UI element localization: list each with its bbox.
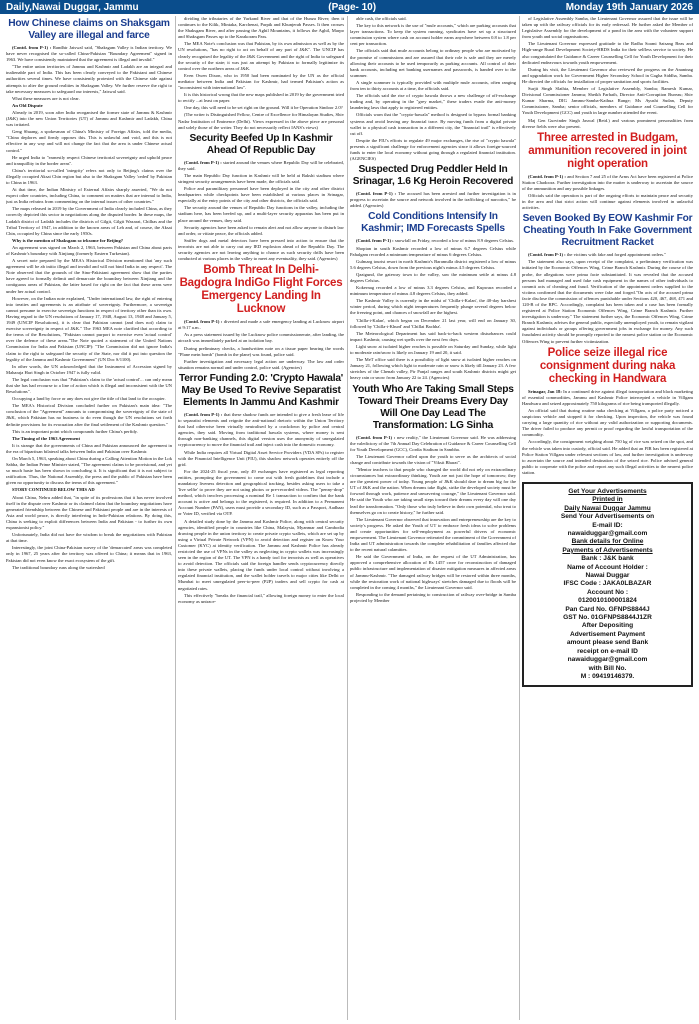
paragraph: Light snow at isolated higher reaches is possible on Saturday and Sunday, while light to moderate rain/snow is likely on January 19 and 20, it said. [350, 343, 516, 356]
column-1 [6, 16, 172, 1020]
article-terror-funding-cont [350, 16, 516, 162]
ad-email[interactable]: nawaiduggar@gmail.com [567, 656, 648, 664]
paragraph: About China, Nehru added that, "in spite of its professions that it has never involved itself in the dispute over Kashmir or its claimed claim that the boundary negotiations have generated friendship between the Chinese and Pakistani people and are in the interests of Asia and world peace, is directly interfering in Indo-Pakistan relations. By doing this, China is seeking to exploit differences between India and Pakistan - to further its own expansionist policy." [6, 494, 172, 531]
paragraph: Maj Gen Gurvinder Singh Jaswal (Retd.) and various prominent personalities from diverse fields were also present. [522, 117, 693, 129]
column-divider [175, 16, 176, 1020]
paragraph: The Lieutenant Governor called upon the youth to serve as the architects of social change and contribute towards the vision of "Viksit Bharat". [350, 453, 516, 465]
dateline: (Contd. from P-1) : [528, 252, 566, 258]
paragraph: For the 2024-25 fiscal year, only 49 exchanges have registered as legal reporting entities, prompting the government to come out with fresh guidelines that include a mandatory liveness detection and geographical tracking, besides asking users to take a 'live selfie' to prove they are not using photos or pre-recorded videos. The "penny-drop" method, which involves processing a nominal Re 1 transaction to confirm that the bank account is active and belongs to the registered, is required. In addition to a Permanent Account Number (PAN), users must provide a secondary ID, such as a Passport, Aadhaar or Voter ID, verified via OTP. [178, 468, 344, 517]
paragraph: of Legislative Assembly Samba, the Lieutenant Governor assured that the issue will be taken up with the railway officials for its early redressal. He further asked the Member of Legislative Assembly for the development of a pond in the area with the volunteer support from youth and social organisations. [522, 16, 693, 40]
paragraph: While India requires all Virtual Digital Asset Service Providers (VDA SPs) to register with the Financial Intelligence Unit (FIU), this shadow network operates entirely off the grid. [178, 449, 344, 467]
article-shaksgam-cont [178, 16, 344, 131]
dateline: (Contd. from P-1) : [184, 159, 222, 165]
paragraph: The traditional boundary runs along the watershed [12, 564, 105, 570]
paragraph: In other words, the UN acknowledged that the Instrument of Accession signed by Maharaja Hari Singh in October 1947 is fully valid. [6, 363, 172, 375]
paragraph: Geng Shuang, a spokesman of China's Ministry of Foreign Affairs, told the media, "China deplores and firmly opposes this. This is unlawful and void, and this is not effective in any way and will not change the fact that the area is under Chinese actual control." [6, 129, 172, 153]
paragraph: A single scammer is typically provided with multiple mule accounts, often ranging from ten to thirty accounts at a time, the officials said. [350, 79, 516, 92]
paragraph: During his visit, the Lieutenant Governor also reviewed the progress on the Anantnag and upgradation work for Government Higher Secondary School in Gagha Siddha, Samba. He directed the officials for installation of proper sanitation and sports facilities. [522, 66, 693, 84]
paragraph: "Mentor teachers to that people who changed the world did not rely on extraordinary circumstances but extraordinary thinking. Youth are not just the hope of tomorrow; they are the greatest power of today. Young people of J&K should dare to dream big for the UT of J&K and the nation. When dreams take flight, strike the developed society must be forward through work, patience and unwavering courage," the Lieutenant Governor said. He said the Youth who are taking small steps toward their dreams every day will one day lead the transformation. "Only those who truly believe in their own potential, who treat to themselves go on to create history," he further said. [350, 466, 516, 515]
headline-security-republic-day: Security Beefed Up In Kashmir Ahead Of Republic Day [189, 132, 333, 156]
paragraph: Responding to the demand pertaining to construction of railway over-bridge in Samba projected by Member [350, 591, 516, 603]
paragraph: The security around the venues of Republic Day functions in the valley, including the stadium here, has been beefed up, and a multi-layer security apparatus has been put in place around the venues, they said. [178, 205, 344, 223]
paragraph: Occupying a land by force or any does not give the title of that land to the occupier. [12, 396, 166, 402]
article-rice-seized [522, 389, 693, 476]
paragraph: The legal conclusion was that "Pakistan's claim to the 'actual control'... can only mean that she has had recourse to a line of action which is illegal and inconsistent with the UN Resolutions". [6, 376, 172, 395]
paragraph: Shopian in south Kashmir recorded a low of minus 6.7 degrees Celsius while Pahalgam recorded a minimum temperature of minus 6 degrees Celsius. [350, 245, 516, 257]
paragraph: (Contd. from P-1) : snowfall on Friday, recorded a low of minus 8.9 degrees Celsius. [356, 238, 515, 244]
paragraph: Already in 2019, soon after India reorganised the former state of Jammu & Kashmir (J&K) into the new Union Territories (UT) of Jammu and Kashmir and Ladakh, China was irritated. [6, 109, 172, 128]
headline-budgam-arrest: Three arrested in Budgam, ammunition recovered in joint night operation [528, 131, 687, 170]
ad-line: 0120010100001824 [578, 597, 637, 605]
paragraph: On March 5, 1963, speaking about China during a Calling Attention Motion in the Lok Sabha, the Indian Prime Minister stated, "The agreement claims to be provisional, and yet so much haste has been shown in concluding it. It is significant that it is not subject to ratification. Thus, the National Assembly, the press and the public of Pakistan have been given no opportunity to discuss the terms of this agreement." [6, 456, 172, 486]
headline-drug-peddler: Suspected Drug Peddler Held In Srinagar, 1.6 Kg Heroin Recovered [352, 164, 514, 188]
paragraph: As a press statement issued by the Lucknow police commissionerate, after landing, the aircraft was immediately parked at an isolation bay. [178, 332, 344, 344]
column-4 [522, 16, 693, 1020]
dateline: (Contd. from P-1) : [528, 173, 566, 179]
paragraph: He said the Government of India, on the request of the UT Administration, has approved a comprehensive allocation of Rs 1457 crore for reconstruction of damaged public infrastructure and implementation of disaster mitigation measures in affected areas of Jammu-Kashmir. "The damaged railway bridges will be restored within three months, while the restoration work of national highways' stretches damaged due to floods will be completed in the coming 4 months," the Lieutenant Governor said. [350, 554, 516, 590]
dateline: (Contd. from P-1) : [184, 319, 223, 325]
headline-eow-booked: Seven Booked By EOW Kashmir For Cheating Youth In Fake Government Recruitment Racket [522, 213, 693, 249]
ad-line: IFSC Code : JAKA0LBAZAR [563, 580, 652, 588]
paragraph: The MeT office said there is a possibility of light snow at isolated higher reaches on January 21, following which light to moderate rain or snow is likely till January 23. A few stretches of the Chenab valley, Pir Panjal ranges and south Kashmir districts might get heavy rain or snow from January 22 to 24. (Agencies) [350, 357, 516, 381]
paragraph: Qazigund, the gateway town to the valley, saw the minimum settle at minus 4.8 degrees Celsius. [350, 271, 516, 283]
paper-name: Daily,Nawai Duggar, Jammu [6, 1, 139, 13]
paragraph: (Contd. from P-1) : The accused has been arrested and further investigation is in progress to ascertain the source and network involved in the trafficking of narcotics," he added. (Agencies) [350, 191, 516, 209]
ad-line: Account No : [586, 588, 629, 596]
paragraph: The Lieutenant Governor observed that innovation and entrepreneurship are the key to society's progress. He asked the Youth of UT to embrace fresh ideas to solve problems and create opportunities for self-employment as powerful drivers of economic empowerment. The Lieutenant Governor reiterated the commitment of the Government of India and UT administration towards the complete rehabilitation of families affected due to the recent natural calamities. [350, 516, 516, 553]
column-2 [178, 16, 344, 1020]
ad-line: E-mail ID: [592, 521, 623, 529]
article-bomb-threat [178, 319, 344, 371]
ad-line: Send Your Advertisements on [560, 513, 655, 521]
paragraph: The officials said the rise of crypto hawala throws a new challenge of off-exchange trading and, by operating in the "grey market," these traders evade the anti-money laundering laws that apply to registered entities. [350, 93, 516, 111]
ad-line: with Bill No. [588, 664, 627, 672]
ad-line: Get Your Advertisements [568, 487, 647, 495]
paragraph: Further investigation and necessary legal action are underway. The law and order situation remains normal and under control, police said. (Agencies) [178, 358, 344, 370]
article-lg-sinha [350, 435, 516, 605]
article-shaksgam [6, 45, 172, 571]
paragraph: (Contd. from P-1) : and Section 7 and 25 of the Arms Act have been registered at Police Station Chadoora. Further investigation into the matter is underway to ascertain the source of the ammunition and any possible linkages. [522, 173, 693, 191]
paragraph: China's territorial so-called 'integrity' refers not only to Beijing's claims over the illegally occupied Aksai Chin region but also to the Shaksgam Valley 'ceded' by Pakistan to China in 1963. [6, 167, 172, 185]
article-budgam-arrest [522, 174, 693, 212]
headline-terror-funding: Terror Funding 2.0: 'Crypto Hawala' May Be Used To Revive Separatist Elements In Jammu And Kashmir [178, 372, 344, 408]
paragraph: STORY CONTINUED BELOW THIS AD [12, 487, 95, 493]
paragraph: Officials warn that the "crypto-hawala" method is designed to bypass formal banking systems and avoid leaving any financial trace. By moving funds from a digital private wallet to a physical cash transaction in a different city, the "financial trail" is effectively cut off. [350, 112, 516, 136]
article-eow-booked [522, 252, 693, 344]
paragraph: Despite the FIU's efforts to regulate 49 major exchanges, the rise of "crypto hawala" presents a significant challenge for enforcement agencies since it allows foreign-sourced funds to enter the local economy without going through a regulated financial institution. (AGENCIES) [350, 137, 516, 162]
paragraph: A detailed study done by the Jammu and Kashmir Police, along with central security agencies, identified people in countries like China, Malaysia, Myanmar and Cambodia drawing people in the union territory to create private crypto wallets, which are set up by using a Virtual Private Network (VPN) to avoid detection and register on Know Your Customer (KYC) at identity verification. The Jammu and Kashmir Police has already restricted the use of VPNs in the valley as neglecting in crypto wallets was increasingly seen in the region of the UT. The VPN is a handy tool for terrorists as well as operatives to avoid detection. The officials said the foreign handler sends cryptocurrency directly into these private wallets, placing the funds under local control without involving a regulated financial institution, and the wallet holder travels to major cities like Delhi or Mumbai to meet unregulated peer-to-peer (P2P) traders and sell crypto for cash at negotiated rates. [178, 518, 344, 591]
paragraph: "The entire union territories of Jammu and Kashmir and Ladakh are an integral and inalienable part of India. This has been clearly conveyed to the Pakistani and Chinese authorities several times. We have consistently protested with the Chinese side against attempts to alter the ground realities in Shaksgam Valley. We further reserve the right to take necessary measures to safeguard our interests," Jaiswal said. [6, 64, 172, 94]
headline-lg-sinha: Youth Who Are Taking Small Steps Toward Their Dreams Every Day Will One Day Lead The Transformation: LG Sinha [352, 383, 514, 431]
paragraph: (Contd. from P-1) : diverted and made a safe emergency landing at Lucknow airport at 9:17 a.m.. [178, 319, 344, 331]
page-number: (Page- 10) [328, 1, 377, 13]
paragraph: It is strange that the governments of China and Pakistan announced the agreement in the era of bipartisan bilateral talks between India and Pakistan over Kashmir. [6, 442, 172, 454]
paragraph: Officials said the operation is part of the ongoing efforts to maintain peace and security in the area and that strict action will continue against elements involved in unlawful activities. [522, 192, 693, 211]
paragraph: Even Owen Dixon, who in 1950 had been nominated by the UN as the official mediator between India and Pakistan for Kashmir, had termed Pakistan's action as "inconsistent with international law". [178, 72, 344, 91]
ad-line: amount please send Bank [566, 639, 649, 647]
paragraph: This is an important point which compounds further China's perfidy. [12, 428, 138, 434]
dateline: Srinagar, Jan 18: [528, 388, 562, 394]
paragraph: It is this historical wrong that the new maps published in 2019 by the government tried to rectify ...at least on paper. [178, 92, 344, 104]
paragraph: A secret note prepared by the MEA's Historical Division mentioned that 'any such agreement will be ab initio illegal and invalid and will not bind India in any respect'. The Note observed that the grounds of the Sino-Pakistani agreement show that the parties have agreed to formally delimit and demarcate the boundary between Xinjiang and the contiguous areas of Pakistan, the latter based for right on the fact that these areas were under her actual control. [6, 258, 172, 294]
paragraph: During preliminary checks, a handwritten note on a tissue paper bearing the words "Plane mein bomb" (bomb in the plane) was found, police said. [178, 345, 344, 357]
article-security [178, 160, 344, 263]
paragraph: The Kashmir Valley is currently in the midst of 'Chilla-i-Kalan', the 40-day harshest winter period, during which night temperatures frequently plunge several degrees below the freezing point, and chances of snowfall are the highest. [350, 298, 516, 316]
ad-line: Nawai Duggar [585, 572, 630, 580]
headline-shaksgam: How Chinese claims on Shaksgam Valley are illegal and farce [8, 18, 170, 41]
paragraph: dividing the tributaries of the Yarkand River and that of the Hunza River; then it continues to the Kilik, Mintaka, Karchenai, Parpik and Khunjerab Passes. It then crosses the Shaksgam River, and after passing the Aghil Mountains, it follows the Aghil, Marpo and Shaksgam Passes up to the Karakoram Pass. [178, 16, 344, 40]
paragraph: (Contd. from P-1) : Randhir Jaiswal said, "Shaksgam Valley is Indian territory. We have never recognised the so-called China-Pakistan "Boundary Agreement" signed in 1963. We have consistently maintained that the agreement is illegal and invalid." [6, 45, 172, 63]
paragraph: An official said that during routine naka checking at Villgam, a police party noticed a suspicious vehicle and stopped it for checking. Upon inspection, the vehicle was found carrying a large quantity of rice without any valid authorization or supporting documents. The driver failed to produce any permit or proof regarding the lawful transportation of the commodity. [522, 407, 693, 438]
column-divider [519, 16, 520, 1020]
ad-line: M : 09419146379. [580, 672, 635, 680]
dateline: (Contd. from P-1) : [356, 191, 397, 197]
paragraph: Interestingly, the joint China-Pakistan survey of the 'demarcated' areas was completed only in 1967, 25 years after the territory was offered to China; it means that in 1963, Pakistan did not even know the exact ecosystem of the gift. [6, 545, 172, 563]
paragraph: (Contd. from P-1) : new reality," the Lieutenant Governor said. He was addressing the valedictory of the 7th Annual Day Celebration of Guidance & Career Counselling Cell for Youth Development (GCC), Cordia Stadium in Sambha. [350, 434, 516, 452]
page-header [0, 0, 699, 14]
paragraph: The MEA Note's conclusion was that Pakistan, by its own admission as well as by the UN resolutions, "has no right to act on behalf of any part of J&K". The UNCIP has clearly recognised the legality of the J&K Government and the right of India to safeguard the security of the state; it was just an attempt by Pakistan to formally legitimize its control over the northern areas of J&K. [178, 41, 344, 71]
paragraph: (Contd. from P-1) : that these shadow funds are intended to give a fresh lease of life to separatist elements and reignite the anti-national rhetoric within the Union Territory that had otherwise been virtually neutralised by a crackdown by police and central agencies, they said. Moving from traditional hawala systems, where money is sent through non-banking channels, this digital version uses the anonymity of unregulated cryptocurrency to move the financial trail and inject cash into the domestic economy. [178, 411, 344, 448]
paragraph: What these measures are is not clear. [12, 95, 80, 101]
article-terror-funding [178, 412, 344, 605]
paragraph: Police and paramilitary personnel have been deployed in the city and other district headquarters while checkpoints have been established at various places in Srinagar, especially at the entry points of the city and other districts, the officials said. [178, 186, 344, 204]
paragraph: The maps released in 2019 by the Government of India clearly included China, as they correctly depicted this sector in negotiations along the disputed border. In these maps, the Ladakh district of Ladakh includes the districts of Gilgit, Gilgit Wazarat, Chilhas and the Tribal Territory of 1947, in addition to the known areas of Leh and, of course, the Aksai Chin, occupied by China since the early 1950s. [6, 206, 172, 236]
paragraph: Why is the mention of Shaksgam so irksome for Beijing? [12, 237, 124, 243]
paragraph: Accordingly, the consignment weighing about 750 kg of rice was seized on the spot, and the vehicle was taken into custody, official said. He added that an FIR has been registered at Police Station Villgam under relevant sections of law, and further investigation is underway to ascertain the source and intended destination of the seized rice. Police advised general public to cooperate with the police and report any such illegal activities to the nearest police station. [522, 439, 693, 475]
ad-line: Advertisement Payment [569, 630, 646, 638]
paragraph: able cash, the officials said. [356, 16, 407, 21]
headline-cold-conditions: Cold Conditions Intensify In Kashmir; IMD Forecasts Spells [361, 211, 505, 235]
page-date: Monday 19th January 2026 [565, 1, 693, 13]
paragraph: Gulmarg tourist resort in north Kashmir's Baramulla district registered a low of minus 5.6 degrees Celsius, down from the previous night's minus 4.5 degrees Celsius. [350, 258, 516, 270]
headline-bomb-threat: Bomb Threat In Delhi-Bagdogra IndiGo Flight Forces Emergency Landing In Lucknow [179, 264, 343, 316]
column-3 [350, 16, 516, 1020]
paragraph: Kokernag recorded a low of minus 3.3 degrees Celsius, and Kupwara recorded a minimum temperature of minus 4.8 degrees Celsius, they added. [350, 285, 516, 297]
paragraph: The key to this network is the use of "mule accounts," which are parking accounts that layer transactions. To keep the system running, syndicates have set up a structured commission system where cash on account holder earns anywhere between 0.8 to 1.8 per cent per transaction. [350, 23, 516, 47]
ad-line: After Depositing [581, 622, 634, 630]
paragraph: Sniffer dogs and metal detectors have been pressed into action to ensure that the terrorists are not able to carry out any IED explosion ahead of the Republic Day. The security agencies are not leaving anything to chance as such security drills have been conducted at various places in the valley to meet any eventuality, they said. (Agencies) [178, 237, 344, 262]
paragraph: Unfortunately, India did not have the wisdom to break the negotiations with Pakistan at that time. [6, 532, 172, 544]
paragraph: This effectively "breaks the financial trail," allowing foreign money to enter the local economy as untrace- [178, 592, 344, 604]
ad-email[interactable]: nawaiduggar@gmail.com [567, 530, 648, 537]
paragraph: The MEA's Historical Division concluded further on Pakistan's main idea: "The conclusion of the "Agreement" amounts to compromising the sovereignty of the state of J&K, which Pakistan has no business to do even though the UN resolutions set forth definite provisions for its evacuation after the final settlement of the Kashmir question." [6, 403, 172, 427]
headline-rice-seized: Police seize illegal rice consignment during naka checking in Handwara [539, 346, 676, 385]
paragraph: The Timing of the 1963 Agreement [12, 435, 81, 441]
dateline: (Contd. from P-1) : [12, 45, 52, 50]
ad-line: receipt on e-mail ID [577, 647, 638, 655]
paragraph: At that time, the Indian Ministry of External Affairs sharply asserted, "We do not expect other countries, including China, to comment on matters that are internal to India, just as India refrains from commenting on the internal issues of other countries." [6, 187, 172, 205]
paragraph: 'Chilla-i-Kalan', which began on December 21 last year, will end on January 30, followed by 'Chilla-i-Khurd' and 'Chillai Bachha'. [350, 317, 516, 329]
column-divider [347, 16, 348, 1020]
ad-line: Bank details for Online [571, 538, 644, 546]
paragraph: An agreement was signed on March 2, 1963, between Pakistan and China about parts of Kashmir's boundary with Xinjiang (formerly Eastern Turkestan). [6, 244, 172, 256]
paragraph: One day, this will need to be set right on the ground. Will it be Operation Sindoor 2.0? [184, 105, 343, 111]
dateline: (Contd. from P-1) : [184, 411, 223, 417]
article-cold-conditions [350, 238, 516, 381]
dateline: (Contd. from P-1) : [356, 238, 394, 244]
paragraph: Srinagar, Jan 18: In a continued drive against illegal transportation and black marketing of essential commodities, Jammu and Kashmir Police intercepted a vehicle in Villgam Handwara and seized approximately 750 kilograms of rice being transported illegally. [522, 388, 693, 406]
paragraph: The statement also says, upon receipt of the complaint, a preliminary verification was initiated by the Economic Offences Wing, Crime Branch Kashmir. During the course of the probe, the allegations were prima facie substantiated. It was revealed that the accused persons had managed and used fake cash equipment in the names of other individuals to commit acts of cheating and fraud. Verification of the appointment orders supplied to the victims confirmed that the documents were fake and forged."On acts of the accused prima facie disclose the commission of offences punishable under Sections 420, 467, 468, 471 and 120-B of the RPC. Accordingly, complaint has been taken and a case has been formally registered at Police Station Economic Offences Wing, Crime Branch Kashmir. Further investigation is underway." The statement further says, the Economic Offences Wing, Crime Branch Kashmir, advises the general public, especially unemployed youth, to remain vigilant against individuals or groups offering government jobs in exchange for money. Any such fraudulent activity should be promptly reported to the nearest police station or the Economic Offences Wing to prevent further victimization. [522, 259, 693, 344]
paragraph: The Lieutenant Governor expressed gratitude to the Radha Soami Satsang Beas and High-range Rural Development Society-HRDS India for their selfless service to society. He also congratulated the Guidance & Career Counselling Cell for Youth Development for their dedicated endeavours towards youth empowerment. [522, 41, 693, 65]
paragraph: The Meteorological Department has said back-to-back western disturbances could impact Kashmir, causing wet spells over the next few days. [350, 330, 516, 342]
article-lg-sinha-cont [522, 16, 693, 130]
ad-line: Name of Account Holder : [567, 563, 648, 571]
paragraph: He urged India to "earnestly respect Chinese territorial sovereignty and uphold peace and tranquillity in the border areas". [6, 154, 172, 166]
paragraph: However, on the Indian note explained, "Under international law, the right of entering into treaties and agreements is an attribute of sovereignty. Furthermore, a sovereign cannot presume to exercise sovereign functions in respect of territory other than its own. Having regard to the UN resolutions of January 17, 1948, August 13, 1948 and January 5, 1949 (UNCIP Resolutions), it is clear that Pakistan cannot (and does not) claim to exercise sovereignty in respect of J&K." The 1963 MEA note clarified that according to the terms of the Resolutions, "Pakistan cannot purport to exercise even 'actual control' over the defence of these areas."The Note quoted a statement of the United Nations Commission for India and Pakistan (UNCIP): "The Commission did not ignore India's claim to the right to safeguard the security of the State, nor did it put into question the legality of the Jammu and Kashmir Government" (UN Doc S/1100). [6, 295, 172, 362]
paragraph: (Contd. from P-1) : the victims with fake and forged appointment orders." [528, 252, 667, 258]
dateline: (Contd. from P-1) : [356, 434, 396, 440]
paragraph: Security agencies have been asked to remain alert and not allow anyone to disturb law and order, or vitiate peace, the officials added. [178, 224, 344, 236]
paragraph: The main Republic Day function in Kashmir will be held at Bakshi stadium where stringent security arrangements have been made, the officials said. [178, 172, 344, 184]
article-drug-peddler [350, 191, 516, 209]
paragraph: Surjit Singh Slathia, Member of Legislative Assembly, Samba; Ramesh Kumar, Divisional Commissioner Jammu; Sheikh Farhath, Director Anti-Corruption Bureau; Shiv Kumar Sharma, DIG Jammu-Samba-Kathua Range; Ms Ayushi Sudan, Deputy Commissioner, Samba; senior officials, members of Guidance and Counselling Cell for Youth Development (GCC) and youth in large number attended the event. [522, 86, 693, 116]
ad-line: Daily Nawai Duggar Jammu [564, 504, 651, 512]
ad-line: Pan Card No. GFNPS8844J [565, 605, 650, 613]
ad-line: Payments of Advertisements [562, 546, 653, 554]
ad-line: Printed in [592, 496, 623, 504]
paragraph: The officials said that mule accounts belong to ordinary people who are motivated by the promise of commissions and are assured that their role is safe and they are merely allowing their accounts to be used temporarily as parking accounts. All control of their bank accounts, including net banking usernames and passwords, is handed over to the scammer. [350, 48, 516, 78]
paragraph: (The writer is Distinguished Fellow, Centre of Excellence for Himalayan Studies, Shiv Nadar Institution of Eminence (Delhi). Views expressed in the above piece are personal and solely those of the writer. They do not necessarily reflect IANS's views) [178, 112, 344, 130]
ad-line: Bank : J&K bank [581, 555, 634, 563]
ad-line: GST No. 01GFNPS8844J1ZR [563, 614, 652, 622]
paragraph: (Contd. from P-1) : started around the venues where Republic Day will be celebrated, they said. [178, 159, 344, 171]
advertisement-box [522, 482, 693, 687]
paragraph: An Old Dispute [12, 102, 43, 108]
